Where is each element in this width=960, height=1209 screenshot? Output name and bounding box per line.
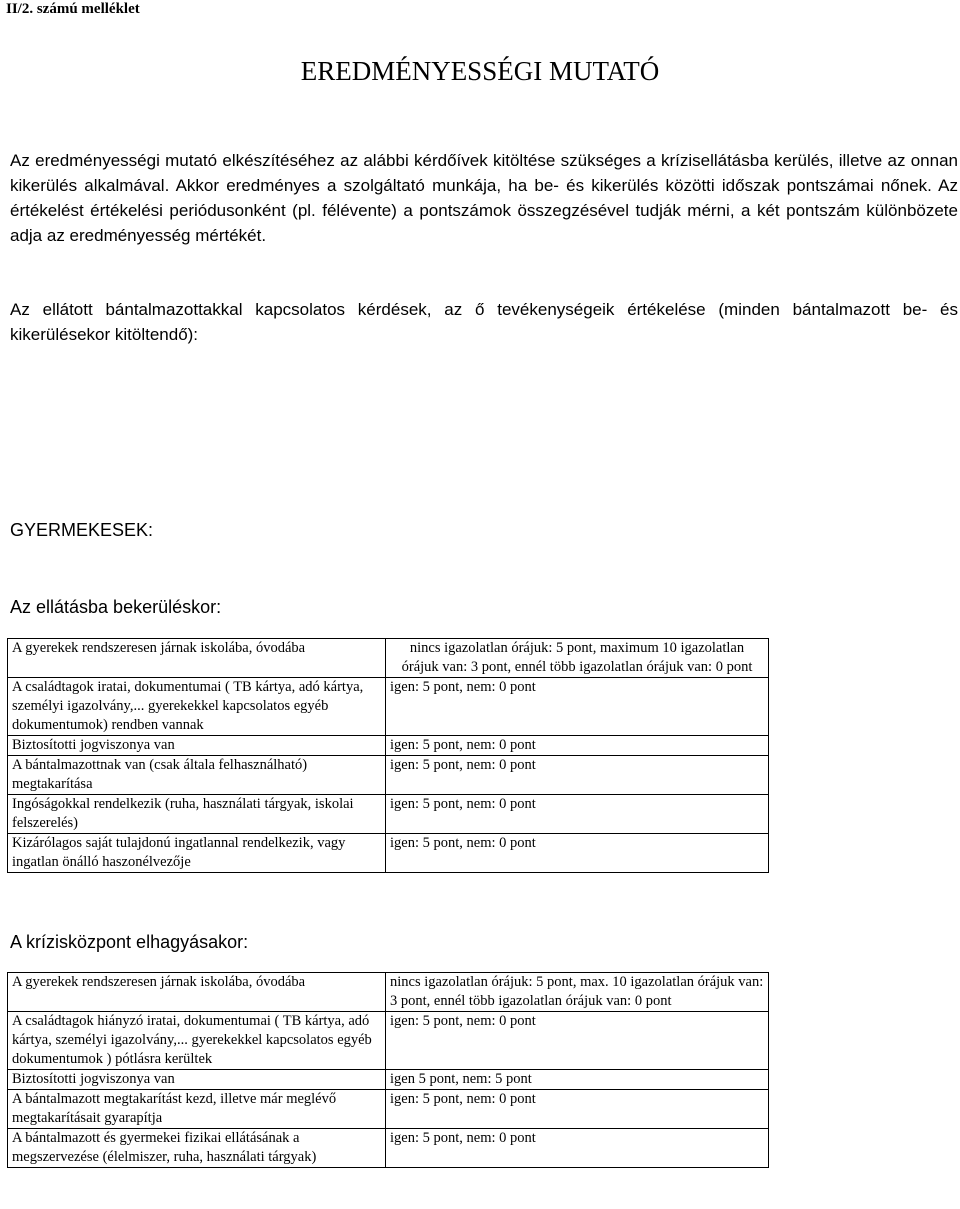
table-row	[8, 795, 769, 834]
table-row	[8, 639, 769, 678]
section-heading-entry: Az ellátásba bekerüléskor:	[10, 597, 222, 617]
table-row	[8, 678, 769, 736]
score-cell: igen: 5 pont, nem: 0 pont	[386, 834, 769, 873]
question-cell: Biztosítotti jogviszonya van	[8, 1070, 386, 1090]
annex-label: II/2. számú melléklet	[6, 1, 140, 17]
table-row	[8, 1012, 769, 1070]
score-cell: igen: 5 pont, nem: 0 pont	[386, 1090, 769, 1129]
table-row	[8, 1070, 769, 1090]
table-row	[8, 1090, 769, 1129]
intro-paragraph: Az eredményességi mutató elkészítéséhez az alábbi kérdőívek kitöltése szükséges a krízisellátásba kerülés, illetve az onnan kikerülés alkalmával. Akkor eredményes a szolgáltató munkája, ha be- és kikerülés közötti időszak pontszámai nőnek. Az értékelést értékelési periódusonként (pl. félévente) a pontszámok összegzésével tudják mérni, a két pontszám különbözete adja az eredményesség mértékét.	[10, 151, 958, 245]
question-cell: A bántalmazott és gyermekei fizikai ellátásának a megszervezése (élelmiszer, ruha, használati tárgyak)	[8, 1129, 386, 1168]
table-row	[8, 1129, 769, 1168]
score-cell: igen: 5 pont, nem: 0 pont	[386, 1012, 769, 1070]
table-row	[8, 834, 769, 873]
question-cell: A családtagok iratai, dokumentumai ( TB kártya, adó kártya, személyi igazolvány,... gyerekekkel kapcsolatos egyéb dokumentumok) rendben vannak	[8, 678, 386, 736]
question-cell: A bántalmazottnak van (csak általa felhasználható) megtakarítása	[8, 756, 386, 795]
entry-score-table	[7, 638, 769, 873]
question-cell: A gyerekek rendszeresen járnak iskolába, óvodába	[8, 973, 386, 1012]
score-cell: nincs igazolatlan órájuk: 5 pont, maximum 10 igazolatlan órájuk van: 3 pont, ennél több igazolatlan órájuk van: 0 pont	[386, 639, 769, 678]
question-cell: A gyerekek rendszeresen járnak iskolába, óvodába	[8, 639, 386, 678]
question-cell: Biztosítotti jogviszonya van	[8, 736, 386, 756]
questions-intro-paragraph: Az ellátott bántalmazottakkal kapcsolatos kérdések, az ő tevékenységeik értékelése (minden bántalmazott be- és kikerülésekor kitöltendő):	[10, 300, 958, 344]
section-heading-leave: A krízisközpont elhagyásakor:	[10, 932, 249, 952]
score-cell: igen: 5 pont, nem: 0 pont	[386, 678, 769, 736]
table-row	[8, 756, 769, 795]
score-cell: igen: 5 pont, nem: 0 pont	[386, 756, 769, 795]
leave-score-table	[7, 972, 769, 1168]
score-cell: igen: 5 pont, nem: 0 pont	[386, 1129, 769, 1168]
document-title: EREDMÉNYESSÉGI MUTATÓ	[300, 56, 660, 86]
score-cell: igen 5 pont, nem: 5 pont	[386, 1070, 769, 1090]
question-cell: Ingóságokkal rendelkezik (ruha, használati tárgyak, iskolai felszerelés)	[8, 795, 386, 834]
table-row	[8, 973, 769, 1012]
section-heading-children: GYERMEKESEK:	[10, 520, 154, 540]
question-cell: A bántalmazott megtakarítást kezd, illetve már meglévő megtakarításait gyarapítja	[8, 1090, 386, 1129]
question-cell: Kizárólagos saját tulajdonú ingatlannal rendelkezik, vagy ingatlan önálló haszonélvezője	[8, 834, 386, 873]
table-row	[8, 736, 769, 756]
question-cell: A családtagok hiányzó iratai, dokumentumai ( TB kártya, adó kártya, személyi igazolvány,... gyerekekkel kapcsolatos egyéb dokumentumok ) pótlásra kerültek	[8, 1012, 386, 1070]
score-cell: igen: 5 pont, nem: 0 pont	[386, 795, 769, 834]
score-cell: nincs igazolatlan órájuk: 5 pont, max. 10 igazolatlan órájuk van: 3 pont, ennél több igazolatlan órájuk van: 0 pont	[386, 973, 769, 1012]
score-cell: igen: 5 pont, nem: 0 pont	[386, 736, 769, 756]
